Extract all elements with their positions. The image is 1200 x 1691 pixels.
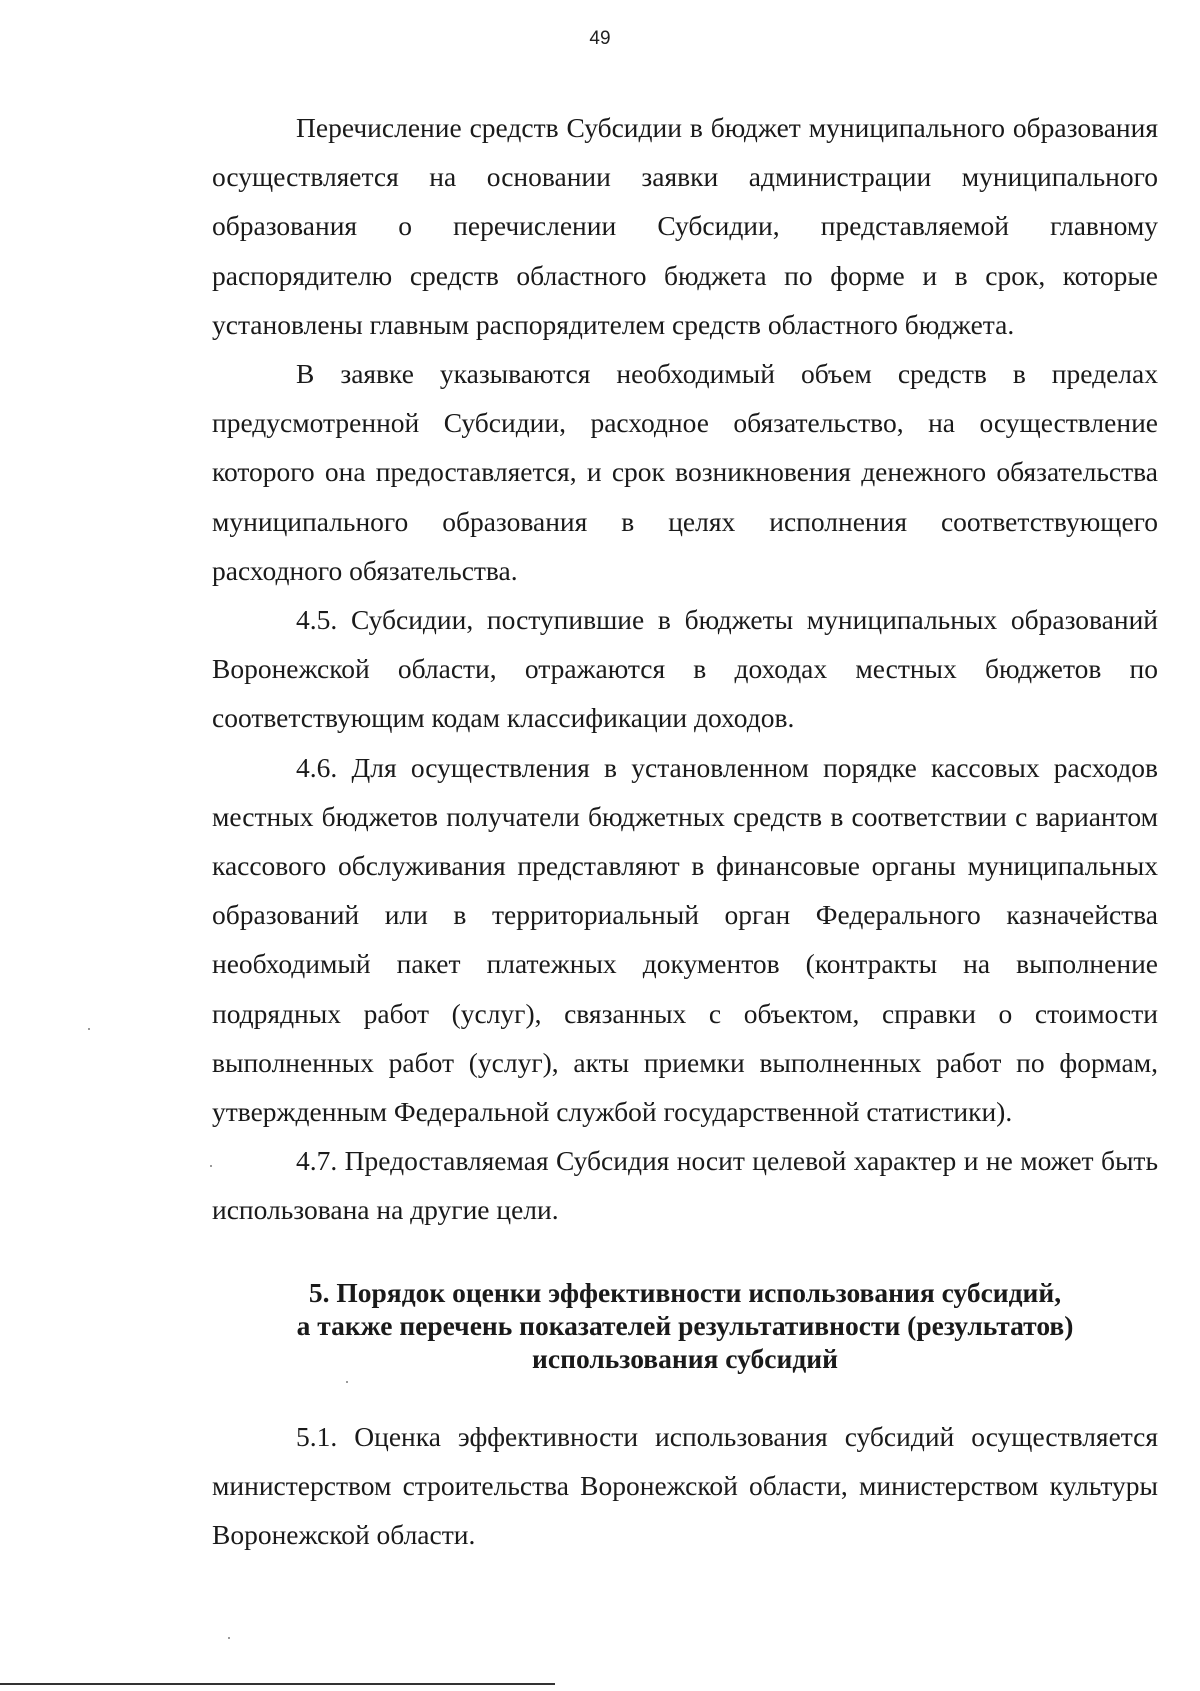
section-5-heading: [212, 1276, 1158, 1375]
document-body: [212, 103, 1158, 1235]
section-5-heading-line: а также перечень показателей результативности (результатов): [296, 1310, 1074, 1341]
paragraph-5-1: 5.1. Оценка эффективности использования субсидий осуществляется министерством строительства Воронежской области, министерством культуры Воронежской области.: [212, 1421, 1158, 1551]
scan-speck: [228, 1637, 230, 1639]
paragraph-4-5: 4.5. Субсидии, поступившие в бюджеты муниципальных образований Воронежской области, отражаются в доходах местных бюджетов по соответствующим кодам классификации доходов.: [212, 604, 1158, 734]
paragraph-application-contents: В заявке указываются необходимый объем средств в пределах предусмотренной Субсидии, расходное обязательство, на осуществление которого она предоставляется, и срок возникновения денежного обязательства муниципального образования в целях исполнения соответствующего расходного обязательства.: [212, 358, 1158, 586]
scan-speck: [346, 1381, 348, 1383]
section-5-body: [212, 1412, 1158, 1560]
paragraph-4-7: 4.7. Предоставляемая Субсидия носит целевой характер и не может быть использована на другие цели.: [212, 1145, 1158, 1226]
footer-rule: [0, 1683, 555, 1685]
paragraph-transfer-basis: Перечисление средств Субсидии в бюджет муниципального образования осуществляется на основании заявки администрации муниципального образования о перечислении Субсидии, представляемой главному распорядителю средств областного бюджета по форме и в срок, которые установлены главным распорядителем средств областного бюджета.: [212, 112, 1158, 340]
scan-speck: [88, 1028, 90, 1030]
section-5-heading-line: использования субсидий: [532, 1343, 838, 1374]
section-5-heading-line: 5. Порядок оценки эффективности использования субсидий,: [308, 1277, 1062, 1308]
scan-speck: [210, 1165, 212, 1167]
page-number: 49: [589, 28, 611, 49]
paragraph-4-6: 4.6. Для осуществления в установленном порядке кассовых расходов местных бюджетов получатели бюджетных средств в соответствии с вариантом кассового обслуживания представляют в финансовые органы муниципальных образований или в территориальный орган Федерального казначейства необходимый пакет платежных документов (контракты на выполнение подрядных работ (услуг), связанных с объектом, справки о стоимости выполненных работ (услуг), акты приемки выполненных работ по формам, утвержденным Федеральной службой государственной статистики).: [212, 751, 1158, 1128]
